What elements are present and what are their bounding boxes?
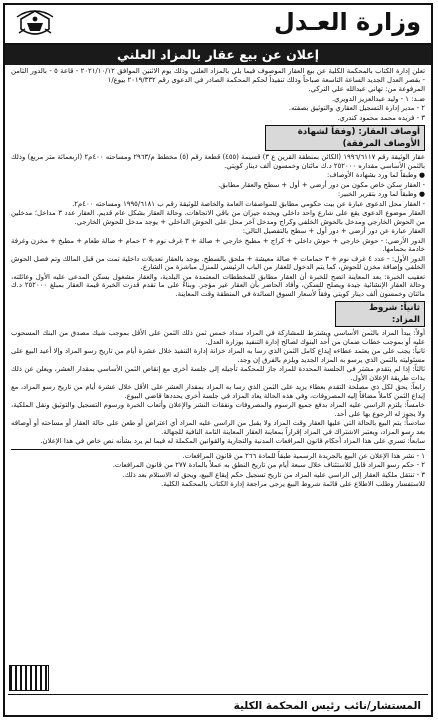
announcement-body	[5, 65, 431, 489]
condition-paragraph: خامساً: يلتزم الراسي عليه المزاد بدفع جميع الرسوم والمصروفات ونفقات النشر والإعلان وأتعاب الخبرة ورسوم التسجيل والتوثيق ونقل الملكية، ولا يجوز له الرجوع بها على أحد.	[11, 401, 425, 418]
announcement-banner: إعلان عن بيع عقار بالمزاد العلني	[5, 45, 431, 65]
notes-block	[11, 449, 425, 489]
condition-paragraph: سابعاً: تسري على هذا المزاد أحكام قانون المرافعات المدنية والتجارية والقوانين المكملة له فيما لم يرد بشأنه نص خاص في هذا الإعلان.	[40, 437, 425, 445]
note-line: ٢ - حكم رسو المزاد قابل للاستئناف خلال سبعة أيام من تاريخ النطق به عملاً بالمادة ٢٧٧ من قانون المرافعات.	[112, 461, 425, 469]
property-paragraph: العقار عبارة عن دور أرضي + دور أول + سطح بالتفصيل التالي:	[242, 227, 425, 235]
defendant-line: ضـد: ١ - وليد عبدالعزيز الدويري.	[331, 94, 425, 103]
intro-paragraph: تعلن إدارة الكتاب بالمحكمة الكلية عن بيع العقار الموصوف فيما يلي بالمزاد العلني وذلك يوم الاثنين الموافق ٢٠٢١/١٠/١٢ - قاعة ٥ - بالدور الثامن - بقصر العدل الجديد الساعة التاسعة صباحاً وذلك تنفيذاً لحكم المحكمة الصادر في الدعوى رقم ٢٠١٩/٣٣٢ بيوع/١	[11, 67, 425, 84]
barcode-stamp-icon	[9, 665, 49, 691]
section-heading-conditions: ثانياً: شروط المزاد:	[335, 301, 425, 327]
property-paragraph: العقار موضوع الدعوى يقع على شارع واحد داخلي ويحده جيران من باقي الاتجاهات، وحالة العقار بشكل عام قديم. العقار عدد ٣ مداخل؛ مدخلين من الحوش الخارجي ومدخل بالحوش الخلفي وكراج ومدخل آخر محل على الحوش الداخلي + يوجد مدخل للحوش الخارجي.	[11, 209, 425, 226]
property-paragraph: الدور الأول: - عدد ٤ غرف نوم + ٣ حمامات + صالة معيشة + ملحق بالسطح. يوجد بالعقار تعديلات داخلية تمت من قبل المالك وتم فصل الحوش الخلفي وإضافة مخزن للحوش، كما يتم الدخول للعقار من الباب الرئيسي للمنزل مباشرة من الشارع.	[11, 254, 425, 271]
ministry-title: وزارة العـدل	[274, 8, 421, 36]
note-line: ١ - نشر هذا الإعلان عن البيع بالجريدة الرسمية طبقاً للمادة ٢٦٦ من قانون المرافعات.	[182, 451, 425, 460]
note-line: للاستفسار وطلب الاطلاع على قائمة شروط البيع يرجى مراجعة إدارة الكتاب بالمحكمة الكلية.	[161, 480, 425, 488]
plaintiff-line: المرفوعة من: تهاني عبدالله علي التركي.	[308, 85, 425, 93]
announcement-frame	[3, 3, 433, 717]
section-heading-property: أوصاف العقار: (وفقاً لشهادة الأوصاف المرفقة)	[265, 125, 425, 151]
header	[5, 5, 431, 45]
property-paragraph: ● وطبقاً لما ورد بشهادة الأوصاف:	[327, 171, 425, 179]
condition-paragraph: ثالثاً: إذا لم يتقدم مشتر في الجلسة المحددة للمزاد جاز للمحكمة تأجيله إلى جلسة أخرى مع إنقاص الثمن الأساسي بمقدار العشر، ويعلن عن ذلك بذات طريقة الإعلان الأول.	[11, 365, 425, 382]
signature-line: المستشار/نائب رئيس المحكمة الكلية	[233, 700, 421, 712]
note-line: ٣ - تنتقل ملكية العقار إلى الراسي عليه المزاد من تاريخ تسجيل حكم إيقاع البيع، ويحق له الاستلام بعد ذلك.	[122, 470, 425, 479]
condition-paragraph: أولاً: يبدأ المزاد بالثمن الأساسي ويشترط للمشاركة في المزاد سداد خمس ثمن ذلك الثمن على الأقل بموجب شيك مصدق من البنك المسحوب عليه أو بموجب خطاب ضمان من أحد البنوك لصالح إدارة التنفيذ بوزارة العدل.	[11, 329, 425, 346]
defendant-line: ٢ - مدير إدارة التسجيل العقاري والتوثيق بصفته.	[288, 104, 425, 112]
condition-paragraph: رابعاً: يحق لكل ذي مصلحة التقدم بعطاء يزيد على الثمن الذي رسا به المزاد بمقدار العشر على الأقل خلال عشرة أيام من تاريخ رسو المزاد، مع إيداع الثمن كاملاً مضافاً إليه المصروفات، وفي هذه الحالة يعاد المزاد في جلسة أخرى يحددها قاضي البيوع.	[11, 383, 425, 400]
kuwait-emblem-icon	[13, 7, 57, 41]
condition-paragraph: سادساً: يتم البيع بالحالة التي عليها العقار وقت المزاد ولا يقبل من الراسي عليه المزاد أي اعتراض أو طعن على حالة العقار أو مساحته أو أوصافه بعد رسو المزاد، ويعتبر الاشتراك في المزاد إقراراً بمعاينة العقار المعاينة التامة النافية للجهالة.	[11, 419, 425, 436]
defendant-line: ٣ - فريده محمد محمود كندري.	[337, 113, 425, 122]
property-paragraph: - العقار سكن خاص مكون من دور أرضي + أول + سطح والعقار مطابق.	[218, 180, 425, 189]
property-paragraph: عقار الوثيقة رقم ١٩٩٦/٦١١٧ (الكائن بمنطقة القرين ع ٣) قسيمة (٤٥٥) قطعة رقم (٥) مخطط م/٢٩٦٣ ومساحته ٤٠٠م٢ (اربعمائة متر مربع) وذلك بالثمن الأساسي مقداره ٢٥٢٠٠٠ د.ك مائتان وخمسون ألف دينار كويتي.	[11, 153, 425, 170]
property-paragraph: ● وطبقاً لما ورد بتقرير الخبير:	[337, 190, 425, 198]
condition-paragraph: ثانياً: يجب على من يعتمد عطاءه إيداع كامل الثمن الذي رسا به المزاد خزانة إدارة التنفيذ خلال عشرة أيام من تاريخ رسو المزاد وإلا أعيد البيع على مسئوليته بالثمن الذي يرسو به المزاد الجديد ويلزم بالفرق إن وجد.	[11, 347, 425, 364]
property-paragraph: - العقار محل الدعوى عبارة عن بيت حكومي مطابق للمواصفات العامة والخاصة للوثيقة رقم ب ١٩٩٥/٦١٨١ ومساحته ٤٠٠م٢.	[72, 199, 425, 208]
divider	[8, 694, 428, 695]
property-paragraph: الدور الأرضي: - حوش خارجي + حوش داخلي + كراج + مطبخ خارجي + صالة + ٣ غرف نوم + ٢ حمام + صالة طعام + مطبخ + مخزن وغرفة خادمة بحمامها.	[11, 236, 425, 253]
property-paragraph: تعقيب الخبرة: بعد المعاينة اتضح للخبرة أن العقار مطابق للمخططات المعتمدة من البلدية، والعقار مشغول بسكن المدعى عليه الأول وعائلته، وحالة العقار الإنشائية جيدة ويصلح للسكن، وأفاد الحاضر بأن العقار غير مؤجر. وبناءً على ما تقدم قدرت الخبرة قيمة العقار بمبلغ ٢٥٢٠٠٠ د.ك مائتان وخمسون ألف دينار كويتي وفقاً لأسعار السوق السائدة في المنطقة وقت المعاينة.	[11, 272, 425, 298]
